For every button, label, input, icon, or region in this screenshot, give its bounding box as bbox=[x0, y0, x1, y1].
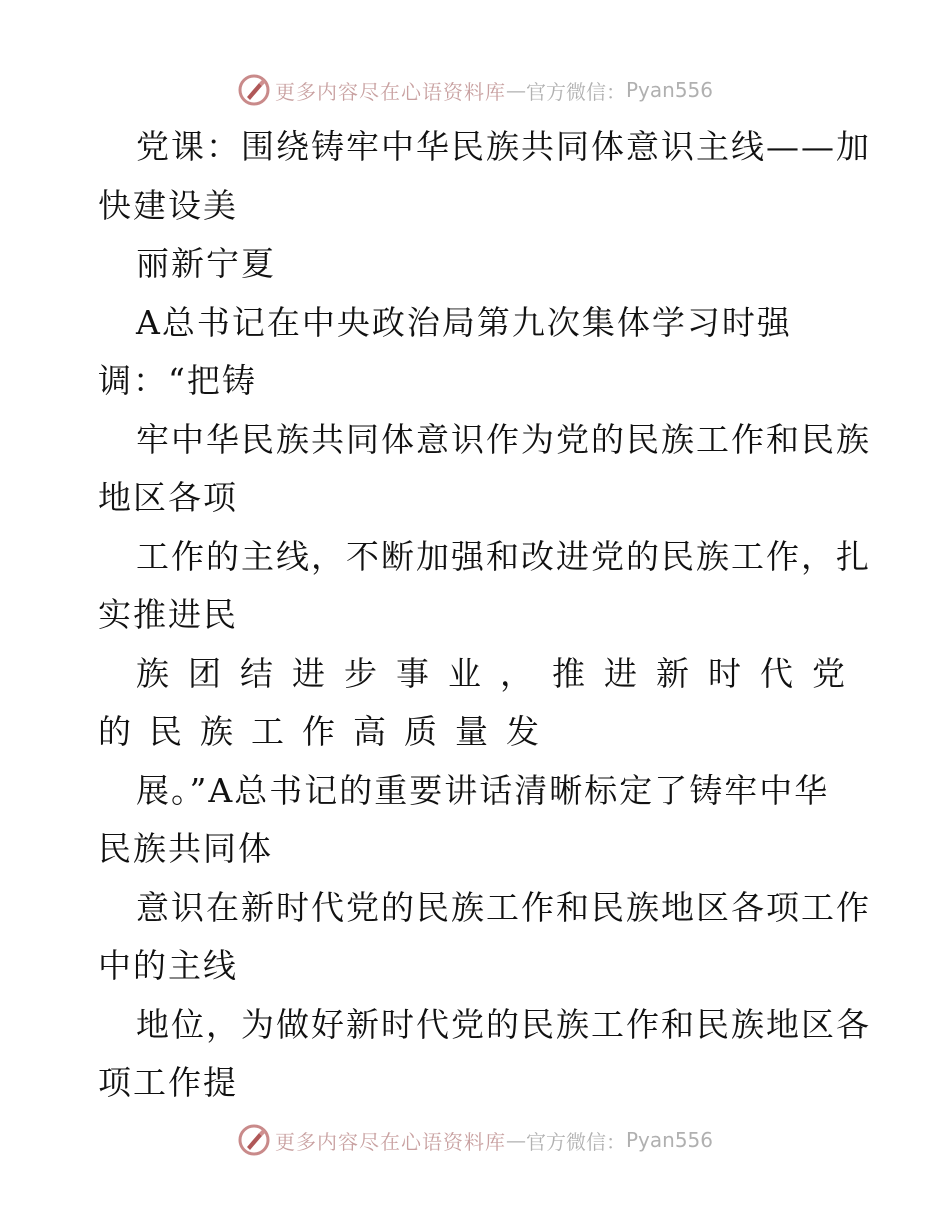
watermark-label: 官方微信： bbox=[525, 1129, 626, 1154]
text-line: 实推进民 bbox=[98, 595, 238, 634]
text-line: 族团结进步事业，推进新时代党 bbox=[136, 653, 864, 693]
text-line: 中的主线 bbox=[98, 946, 238, 985]
watermark-separator: — bbox=[505, 78, 526, 102]
watermark-brand: 更多内容尽在心语资料库 bbox=[274, 79, 506, 104]
document-body bbox=[98, 118, 871, 1113]
text-line: 展。”A总书记的重要讲话清晰标定了铸牢中华 bbox=[136, 770, 830, 810]
watermark-wechat-id: Pyan556 bbox=[625, 78, 713, 102]
text-line: 丽新宁夏 bbox=[136, 244, 276, 283]
text-line: 项工作提 bbox=[98, 1063, 238, 1102]
watermark-separator: — bbox=[505, 1128, 526, 1152]
watermark-label: 官方微信： bbox=[525, 79, 626, 104]
text-line: 的民族工作高质量发 bbox=[98, 712, 557, 751]
pen-circle-logo-icon bbox=[237, 73, 271, 107]
text-line: 工作的主线，不断加强和改进党的民族工作，扎 bbox=[136, 536, 871, 576]
text-line: 快建设美 bbox=[98, 185, 238, 225]
text-line: 党课：围绕铸牢中华民族共同体意识主线——加 bbox=[136, 127, 871, 166]
text-line: 调：“把铸 bbox=[98, 361, 257, 400]
text-line: 地位，为做好新时代党的民族工作和民族地区各 bbox=[136, 1004, 871, 1044]
text-line: 地区各项 bbox=[98, 478, 238, 517]
watermark-wechat-id: Pyan556 bbox=[625, 1128, 713, 1152]
text-line: 牢中华民族共同体意识作为党的民族工作和民族 bbox=[136, 419, 871, 459]
text-line: 民族共同体 bbox=[98, 829, 273, 868]
header-watermark bbox=[0, 70, 950, 110]
pen-circle-logo-icon bbox=[237, 1123, 271, 1157]
text-line: A总书记在中央政治局第九次集体学习时强 bbox=[136, 302, 792, 342]
watermark-brand: 更多内容尽在心语资料库 bbox=[274, 1129, 506, 1154]
footer-watermark bbox=[0, 1120, 950, 1160]
text-line: 意识在新时代党的民族工作和民族地区各项工作 bbox=[136, 887, 871, 927]
